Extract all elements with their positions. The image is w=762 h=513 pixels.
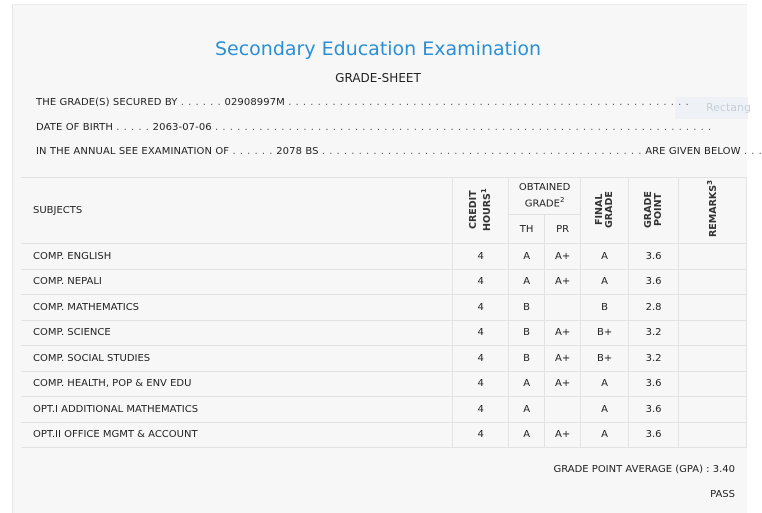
subject-cell: COMP. SCIENCE xyxy=(21,320,453,346)
grade-point-cell: 3.6 xyxy=(629,244,679,270)
grades-table xyxy=(21,177,747,448)
exam-year: 2078 BS xyxy=(276,146,319,157)
final-grade-cell: A xyxy=(581,269,629,295)
subject-cell: COMP. NEPALI xyxy=(21,269,453,295)
grade-label: GRADE xyxy=(524,198,560,210)
exam-suffix: ARE GIVEN BELOW xyxy=(645,146,741,157)
credit-hours-cell: 4 xyxy=(453,422,509,448)
obtained-grade-header xyxy=(509,178,581,215)
dots: . . . . . xyxy=(116,122,150,133)
subject-cell: COMP. ENGLISH xyxy=(21,244,453,270)
secured-by-label: THE GRADE(S) SECURED BY xyxy=(36,97,178,108)
grade-point-cell: 3.2 xyxy=(629,320,679,346)
credit-hours-header xyxy=(453,178,509,244)
pr-header: PR xyxy=(545,215,581,244)
subject-cell: OPT.II OFFICE MGMT & ACCOUNT xyxy=(21,422,453,448)
grade-point-cell: 3.2 xyxy=(629,346,679,372)
theory-grade-cell: B xyxy=(509,320,545,346)
footnote-marker: 2 xyxy=(559,196,565,205)
table-header-row xyxy=(21,178,747,215)
remarks-cell xyxy=(679,320,747,346)
final-grade-cell: A xyxy=(581,371,629,397)
page-title: Secondary Education Examination xyxy=(214,38,542,60)
dob-line xyxy=(36,122,712,133)
remarks-cell xyxy=(679,244,747,270)
remarks-cell xyxy=(679,295,747,321)
final-grade-cell: B+ xyxy=(581,346,629,372)
credit-hours-cell: 4 xyxy=(453,371,509,397)
final-grade-cell: A xyxy=(581,244,629,270)
practical-grade-cell: A+ xyxy=(545,346,581,372)
final-grade-cell: A xyxy=(581,422,629,448)
subject-cell: COMP. MATHEMATICS xyxy=(21,295,453,321)
table-row xyxy=(21,320,747,346)
practical-grade-cell: A+ xyxy=(545,244,581,270)
dots: . . . . . . . . . . . . . . . . . . . . . . . . . . . . . . . . . . . . . . . . . . . . xyxy=(321,146,642,157)
credit-hours-cell: 4 xyxy=(453,244,509,270)
subject-cell: OPT.I ADDITIONAL MATHEMATICS xyxy=(21,397,453,423)
remarks-header xyxy=(679,178,747,244)
table-row xyxy=(21,397,747,423)
grade-point-cell: 3.6 xyxy=(629,269,679,295)
dots: . . . . . . . . . . . . . . . . . . . . . . . . . . . . . . . . . . . . . . . . . . . . . . . . . . . . . . . . . . . . . . . . . . . . xyxy=(215,122,712,133)
practical-grade-cell xyxy=(545,397,581,423)
grade-point-cell: 3.6 xyxy=(629,397,679,423)
table-row xyxy=(21,269,747,295)
subjects-header: SUBJECTS xyxy=(21,178,453,244)
subject-cell: COMP. HEALTH, POP & ENV EDU xyxy=(21,371,453,397)
remarks-cell xyxy=(679,269,747,295)
th-header: TH xyxy=(509,215,545,244)
table-row xyxy=(21,346,747,372)
final-grade-cell: B+ xyxy=(581,320,629,346)
theory-grade-cell: A xyxy=(509,371,545,397)
theory-grade-cell: A xyxy=(509,244,545,270)
dob-value: 2063-07-06 xyxy=(152,122,212,133)
dob-label: DATE OF BIRTH xyxy=(36,122,113,133)
symbol-number: 02908997M xyxy=(224,97,285,108)
final-grade-cell: B xyxy=(581,295,629,321)
subject-cell: COMP. SOCIAL STUDIES xyxy=(21,346,453,372)
table-row xyxy=(21,295,747,321)
credit-hours-cell: 4 xyxy=(453,346,509,372)
grade-sheet xyxy=(12,4,762,513)
final-grade-header: FINAL GRADE xyxy=(581,178,629,244)
table-row xyxy=(21,371,747,397)
final-grade-cell: A xyxy=(581,397,629,423)
theory-grade-cell: B xyxy=(509,346,545,372)
practical-grade-cell: A+ xyxy=(545,371,581,397)
practical-grade-cell xyxy=(545,295,581,321)
obtained-label: OBTAINED xyxy=(518,182,571,194)
dots: . . . . . . xyxy=(232,146,273,157)
secured-by-line xyxy=(36,97,689,108)
exam-label: IN THE ANNUAL SEE EXAMINATION OF xyxy=(36,146,230,157)
practical-grade-cell: A+ xyxy=(545,269,581,295)
rectangle-placeholder: Rectang xyxy=(675,97,748,119)
theory-grade-cell: B xyxy=(509,295,545,321)
result-status: PASS xyxy=(710,489,735,500)
remarks-cell xyxy=(679,397,747,423)
practical-grade-cell: A+ xyxy=(545,422,581,448)
remarks-cell xyxy=(679,422,747,448)
credit-hours-cell: 4 xyxy=(453,397,509,423)
table-row xyxy=(21,244,747,270)
exam-line xyxy=(36,146,762,157)
gpa-summary: GRADE POINT AVERAGE (GPA) : 3.40 xyxy=(553,464,735,475)
footnote-marker: 1 xyxy=(479,187,488,193)
credit-hours-cell: 4 xyxy=(453,320,509,346)
grade-point-cell: 3.6 xyxy=(629,371,679,397)
credit-hours-cell: 4 xyxy=(453,269,509,295)
remarks-label: REMARKS xyxy=(708,185,720,238)
theory-grade-cell: A xyxy=(509,269,545,295)
theory-grade-cell: A xyxy=(509,397,545,423)
footnote-marker: 3 xyxy=(706,180,715,186)
theory-grade-cell: A xyxy=(509,422,545,448)
dots: . . . xyxy=(743,146,762,157)
grade-point-header: GRADE POINT xyxy=(629,178,679,244)
table-row xyxy=(21,422,747,448)
credit-hours-label: CREDIT HOURS xyxy=(467,189,493,231)
practical-grade-cell: A+ xyxy=(545,320,581,346)
dots: . . . . . . . . . . . . . . . . . . . . . . . . . . . . . . . . . . . . . . . . . . . . . . . . . . . . . . . xyxy=(288,97,690,108)
page-subtitle: GRADE-SHEET xyxy=(335,71,421,85)
remarks-cell xyxy=(679,346,747,372)
grade-point-cell: 2.8 xyxy=(629,295,679,321)
remarks-cell xyxy=(679,371,747,397)
grade-point-cell: 3.6 xyxy=(629,422,679,448)
dots: . . . . . . xyxy=(180,97,222,108)
credit-hours-cell: 4 xyxy=(453,295,509,321)
